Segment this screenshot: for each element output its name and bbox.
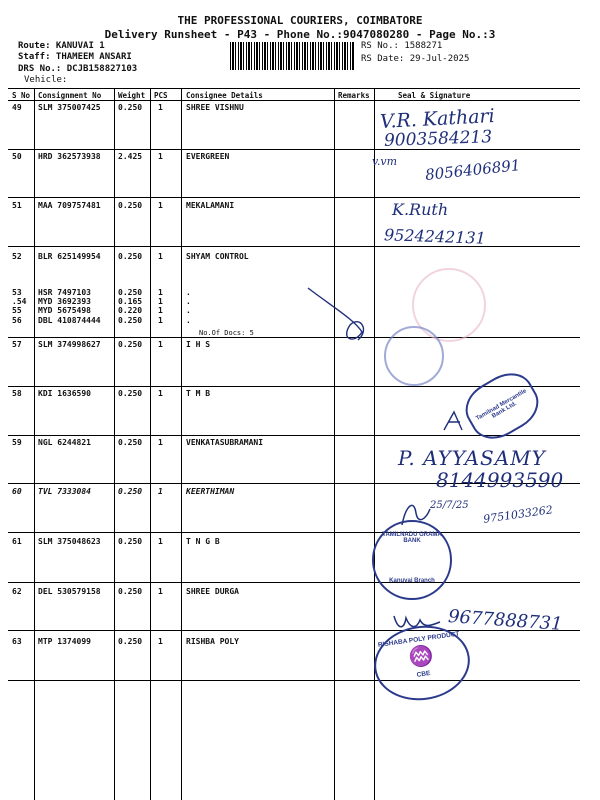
- handwritten-phone: 9751033262: [482, 503, 554, 526]
- row-consignment-no: DEL 530579158: [38, 587, 101, 596]
- row-pcs: 1: [158, 487, 163, 496]
- row-weight: 0.250: [118, 637, 143, 646]
- handwritten-name: V.R. Kathari: [379, 105, 496, 133]
- row-sno: 57: [12, 340, 22, 349]
- vehicle-label: Vehicle:: [24, 75, 68, 85]
- row-sno: 60: [12, 487, 22, 496]
- handwritten-name: P. AYYASAMY: [398, 446, 546, 470]
- runsheet-subtitle: Delivery Runsheet - P43 - Phone No.:9047080280 - Page No.:3: [104, 28, 496, 41]
- row-consignment-no: TVL 7333084: [38, 487, 91, 496]
- row-consignment-no: SLM 374998627: [38, 340, 101, 349]
- tngb-bank-stamp: [372, 520, 452, 600]
- row-consignment-no: DBL 410874444: [38, 316, 101, 325]
- handwritten-phone: 8144993590: [436, 468, 564, 492]
- row-pcs: 1: [158, 201, 163, 210]
- row-consignee: SHREE DURGA: [186, 587, 239, 596]
- row-pcs: 1: [158, 306, 163, 315]
- row-pcs: 1: [158, 637, 163, 646]
- row-consignee: T N G B: [186, 537, 220, 546]
- row-pcs: 1: [158, 438, 163, 447]
- handwritten-name: K.Ruth: [392, 200, 449, 219]
- stamp-text: RISHABA POLY PRODUCT: [377, 630, 460, 649]
- row-sno: 49: [12, 103, 22, 112]
- row-sno: 62: [12, 587, 22, 596]
- row-sno: 53: [12, 288, 22, 297]
- row-consignee: .: [186, 316, 191, 325]
- row-weight: 0.165: [118, 297, 143, 306]
- row-sno: 56: [12, 316, 22, 325]
- row-pcs: 1: [158, 316, 163, 325]
- rishaba-company-stamp: [369, 620, 474, 707]
- col-header-weight: Weight: [118, 91, 146, 100]
- row-weight: 0.250: [118, 288, 143, 297]
- stamp-text: Tamilnad Mercantile Bank Ltd.: [475, 388, 528, 423]
- row-sno: 63: [12, 637, 22, 646]
- row-consignment-no: NGL 6244821: [38, 438, 91, 447]
- col-divider: [181, 88, 182, 800]
- company-title: THE PROFESSIONAL COURIERS, COIMBATORE: [177, 14, 423, 27]
- row-rule: [8, 532, 580, 533]
- row-pcs: 1: [158, 389, 163, 398]
- row-pcs: 1: [158, 288, 163, 297]
- col-header-seal: Seal & Signature: [398, 91, 471, 100]
- row-pcs: 1: [158, 340, 163, 349]
- row-consignee: .: [186, 306, 191, 315]
- col-header-remarks: Remarks: [338, 91, 370, 100]
- col-header-consignee: Consignee Details: [186, 91, 263, 100]
- docs-count-note: No.Of Docs: 5: [199, 329, 254, 337]
- row-sno: 51: [12, 201, 22, 210]
- row-consignee: I H S: [186, 340, 211, 349]
- route-label: Route: KANUVAI 1: [18, 41, 105, 51]
- round-seal: [384, 326, 444, 386]
- row-sno: 58: [12, 389, 22, 398]
- staff-label: Staff: THAMEEM ANSARI: [18, 52, 132, 62]
- stamp-text: TAMILNADU GRAMA BANK: [382, 532, 442, 544]
- handwritten-phone: 9524242131: [383, 225, 487, 248]
- row-consignment-no: SLM 375007425: [38, 103, 101, 112]
- row-weight: 0.250: [118, 316, 143, 325]
- stamp-branch: Kanuvai Branch: [389, 578, 435, 584]
- handwritten-date: 25/7/25: [430, 500, 469, 511]
- row-consignment-no: MTP 1374099: [38, 637, 91, 646]
- row-consignment-no: MYD 3692393: [38, 297, 91, 306]
- row-consignment-no: BLR 625149954: [38, 252, 101, 261]
- row-pcs: 1: [158, 537, 163, 546]
- col-divider: [334, 88, 335, 800]
- drs-label: DRS No.: DCJB158827103: [18, 64, 138, 74]
- row-sno: 52: [12, 252, 22, 261]
- row-rule: [8, 246, 580, 247]
- row-consignee: .: [186, 297, 191, 306]
- col-divider: [150, 88, 151, 800]
- row-sno: 59: [12, 438, 22, 447]
- signature-scribble: [440, 408, 468, 434]
- row-rule: [8, 197, 580, 198]
- row-pcs: 1: [158, 103, 163, 112]
- row-pcs: 1: [158, 252, 163, 261]
- row-consignee: KEERTHIMAN: [186, 487, 235, 496]
- row-rule: [8, 337, 580, 338]
- row-pcs: 1: [158, 152, 163, 161]
- row-consignee: .: [186, 288, 191, 297]
- handwritten-name: v.vm: [372, 155, 398, 168]
- row-weight: 2.425: [118, 152, 143, 161]
- row-pcs: 1: [158, 587, 163, 596]
- row-consignee: VENKATASUBRAMANI: [186, 438, 264, 447]
- row-sno: 55: [12, 306, 22, 315]
- row-rule: [8, 680, 580, 681]
- row-consignee: RISHBA POLY: [186, 637, 239, 646]
- row-weight: 0.250: [118, 340, 143, 349]
- row-weight: 0.250: [118, 103, 143, 112]
- row-rule: [8, 582, 580, 583]
- col-header-sno: S No: [12, 91, 31, 100]
- col-divider: [34, 88, 35, 800]
- row-consignee: SHREE VISHNU: [186, 103, 244, 112]
- table-top-rule: [8, 88, 580, 89]
- row-consignee: EVERGREEN: [186, 152, 230, 161]
- row-weight: 0.250: [118, 252, 143, 261]
- col-divider: [114, 88, 115, 800]
- row-consignee: T M B: [186, 389, 211, 398]
- row-weight: 0.250: [118, 201, 143, 210]
- signature-scribble: [300, 280, 380, 350]
- stamp-monogram: ♒: [407, 644, 436, 670]
- row-weight: 0.220: [118, 306, 143, 315]
- row-rule: [8, 149, 580, 150]
- col-header-consignment: Consignment No: [38, 91, 102, 100]
- row-weight: 0.250: [118, 438, 143, 447]
- row-weight: 0.250: [118, 389, 143, 398]
- rs-date: RS Date: 29-Jul-2025: [361, 54, 470, 64]
- row-weight: 0.250: [118, 537, 143, 546]
- row-sno: .54: [12, 297, 27, 306]
- row-consignment-no: HSR 7497103: [38, 288, 91, 297]
- row-weight: 0.250: [118, 487, 143, 496]
- table-header-rule: [8, 100, 580, 101]
- row-consignment-no: MYD 5675498: [38, 306, 91, 315]
- barcode-image: [230, 42, 354, 70]
- handwritten-phone: 8056406891: [424, 156, 522, 184]
- row-weight: 0.250: [118, 587, 143, 596]
- col-header-pcs: PCS: [154, 91, 168, 100]
- row-consignee: SHYAM CONTROL: [186, 252, 249, 261]
- rs-number: RS No.: 1588271: [361, 41, 443, 51]
- row-pcs: 1: [158, 297, 163, 306]
- row-consignment-no: KDI 1636590: [38, 389, 91, 398]
- handwritten-phone: 9677888731: [447, 606, 564, 635]
- row-consignee: MEKALAMANI: [186, 201, 235, 210]
- stamp-city: CBE: [416, 669, 431, 679]
- row-consignment-no: HRD 362573938: [38, 152, 101, 161]
- col-divider: [374, 88, 375, 800]
- handwritten-phone: 9003584213: [383, 127, 493, 151]
- row-consignment-no: MAA 709757481: [38, 201, 101, 210]
- row-sno: 50: [12, 152, 22, 161]
- row-sno: 61: [12, 537, 22, 546]
- row-consignment-no: SLM 375048623: [38, 537, 101, 546]
